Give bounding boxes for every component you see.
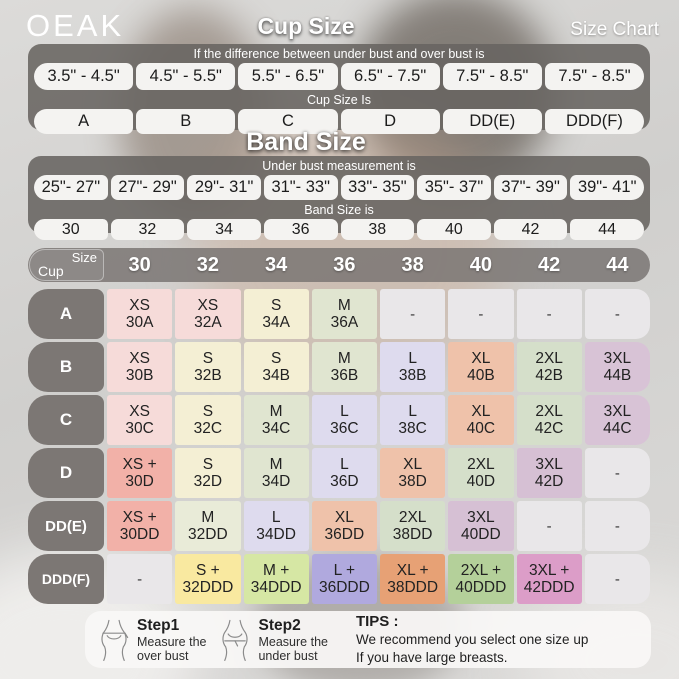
cell-size-label: M — [269, 456, 283, 473]
cell-size-label: L — [340, 403, 349, 420]
cup-row-label: DD(E) — [28, 501, 104, 551]
empty-dash: - — [614, 517, 620, 535]
size-cell — [517, 448, 582, 498]
step1-block — [137, 617, 206, 663]
cell-band-code: 40D — [466, 473, 496, 490]
size-cell — [380, 448, 445, 498]
band-result-label: Band Size is — [304, 203, 374, 217]
band-range-pill: 25"- 27" — [34, 175, 108, 200]
cell-size-label: 3XL — [603, 350, 632, 367]
size-cell — [175, 501, 240, 551]
cell-band-code: 32A — [194, 314, 222, 331]
band-number-pill: 44 — [570, 219, 644, 240]
cell-size-label: 2XL — [467, 456, 495, 473]
band-size-title: Band Size — [246, 128, 366, 156]
cell-band-code: 38B — [398, 367, 427, 384]
cell-band-code: 32DDD — [182, 579, 234, 596]
size-cell — [517, 395, 582, 445]
size-cell — [312, 448, 377, 498]
matrix-row — [28, 342, 650, 392]
cup-size-panel — [28, 44, 650, 130]
cell-band-code: 42DDD — [523, 579, 575, 596]
cell-band-code: 38DD — [392, 526, 433, 543]
cell-band-code: 42B — [535, 367, 563, 384]
size-cell — [380, 395, 445, 445]
corner-cup-label: Cup — [38, 263, 64, 279]
cup-size-title: Cup Size — [257, 13, 355, 39]
size-cell — [585, 395, 650, 445]
band-range-pill: 27"- 29" — [111, 175, 185, 200]
cell-band-code: 44B — [603, 367, 632, 384]
band-number-pill: 34 — [187, 219, 261, 240]
size-cell — [517, 342, 582, 392]
cell-band-code: 32DD — [188, 526, 228, 543]
cell-size-label: 2XL — [535, 350, 563, 367]
cell-size-label: 2XL — [535, 403, 563, 420]
cell-size-label: 3XL + — [528, 562, 570, 579]
band-numbers-row — [34, 219, 644, 240]
size-cell — [585, 501, 650, 551]
band-number-pill: 36 — [264, 219, 338, 240]
cup-row-label: A — [28, 289, 104, 339]
cell-band-code: 40DDD — [455, 579, 507, 596]
size-cell — [312, 501, 377, 551]
matrix-row — [28, 554, 650, 604]
cell-band-code: 34DDD — [250, 579, 302, 596]
size-cell — [312, 554, 377, 604]
band-number-pill: 42 — [494, 219, 568, 240]
size-cell — [585, 554, 650, 604]
matrix-row — [28, 448, 650, 498]
cup-row-label: D — [28, 448, 104, 498]
cell-band-code: 36C — [330, 420, 359, 437]
size-cell — [175, 289, 240, 339]
band-range-pill: 37"- 39" — [494, 175, 568, 200]
empty-dash: - — [137, 570, 143, 588]
cup-option-pill: A — [34, 109, 133, 134]
cell-size-label: M — [269, 403, 283, 420]
cell-size-label: 3XL — [535, 456, 563, 473]
cell-band-code: 30D — [125, 473, 154, 490]
cell-band-code: 32D — [193, 473, 223, 490]
size-cell — [175, 554, 240, 604]
cell-size-label: XS + — [122, 456, 157, 473]
size-cell — [312, 395, 377, 445]
cell-band-code: 36DDD — [318, 579, 370, 596]
matrix-row — [28, 289, 650, 339]
corner-size-label: Size — [71, 250, 97, 265]
cell-band-code: 30C — [125, 420, 154, 437]
band-column-header: 32 — [196, 254, 219, 276]
cup-range-pill: 4.5" - 5.5" — [136, 63, 235, 90]
size-cell — [448, 289, 513, 339]
size-cell — [585, 448, 650, 498]
band-column-header: 34 — [265, 254, 288, 276]
empty-dash: - — [614, 305, 620, 323]
size-cell — [175, 448, 240, 498]
cup-band-corner-label — [29, 249, 104, 281]
cell-size-label: M + — [262, 562, 290, 579]
cup-row-label: C — [28, 395, 104, 445]
band-size-panel — [28, 156, 650, 238]
size-cell — [380, 289, 445, 339]
empty-dash: - — [614, 570, 620, 588]
size-cell — [517, 501, 582, 551]
cell-size-label: S — [270, 297, 282, 314]
step2-block — [258, 617, 327, 663]
cell-band-code: 36B — [330, 367, 359, 384]
cell-size-label: 2XL + — [460, 562, 502, 579]
cell-band-code: 44C — [603, 420, 632, 437]
cell-band-code: 30DD — [119, 526, 160, 543]
size-cell — [244, 501, 309, 551]
step2-line2: under bust — [258, 648, 318, 663]
cell-size-label: XS — [129, 403, 150, 420]
matrix-header — [28, 248, 650, 282]
cup-range-pill: 6.5" - 7.5" — [341, 63, 440, 90]
step2-line1: Measure the — [258, 634, 328, 649]
tips-line1: We recommend you select one size up — [355, 632, 589, 647]
band-range-pill: 31"- 33" — [264, 175, 338, 200]
size-cell — [448, 395, 513, 445]
size-cell — [312, 342, 377, 392]
cup-option-pill: D — [341, 109, 440, 134]
cell-band-code: 38D — [398, 473, 427, 490]
cell-band-code: 30A — [125, 314, 154, 331]
cell-size-label: XS — [197, 297, 219, 314]
cell-band-code: 34B — [262, 367, 290, 384]
cell-size-label: XL + — [396, 562, 429, 579]
size-cell — [244, 448, 309, 498]
empty-dash: - — [546, 517, 552, 535]
measure-over-bust-icon — [97, 616, 131, 664]
cell-size-label: L — [408, 350, 417, 367]
step1-line2: over bust — [137, 648, 189, 663]
size-cell — [107, 395, 172, 445]
size-cell — [380, 554, 445, 604]
cell-band-code: 30B — [125, 367, 154, 384]
cell-size-label: L — [340, 456, 349, 473]
tips-line2: If you have large breasts. — [355, 650, 508, 665]
cell-size-label: XL — [471, 350, 491, 367]
cell-size-label: 3XL — [603, 403, 632, 420]
band-column-header: 36 — [333, 254, 356, 276]
cell-size-label: L + — [333, 562, 356, 579]
step1-title: Step1 — [137, 616, 180, 634]
band-question: Under bust measurement is — [262, 159, 416, 173]
empty-dash: - — [410, 305, 416, 323]
cup-diff-question: If the difference between under bust and over bust is — [193, 47, 485, 61]
cup-range-pill: 3.5" - 4.5" — [34, 63, 133, 90]
cell-band-code: 38C — [398, 420, 427, 437]
cell-band-code: 34C — [261, 420, 291, 437]
matrix-row — [28, 395, 650, 445]
size-cell — [448, 448, 513, 498]
band-column-header: 40 — [469, 254, 492, 276]
cell-size-label: M — [337, 297, 351, 314]
band-ranges-row — [34, 175, 644, 200]
cell-size-label: M — [337, 350, 351, 367]
size-cell — [107, 448, 172, 498]
cup-option-pill: B — [136, 109, 235, 134]
cell-size-label: XL — [403, 456, 423, 473]
cell-size-label: S + — [196, 562, 220, 579]
cell-band-code: 34A — [262, 314, 290, 331]
cell-size-label: S — [202, 456, 214, 473]
cell-band-code: 32C — [193, 420, 223, 437]
band-column-header: 42 — [538, 254, 561, 276]
size-cell — [244, 289, 309, 339]
matrix-row — [28, 501, 650, 551]
cell-band-code: 38DDD — [387, 579, 439, 596]
size-cell — [244, 395, 309, 445]
empty-dash: - — [478, 305, 484, 323]
cup-option-pill: DDD(F) — [545, 109, 644, 134]
cell-band-code: 34DD — [256, 526, 296, 543]
cup-range-pill: 7.5" - 8.5" — [443, 63, 542, 90]
cup-range-pill: 7.5" - 8.5" — [545, 63, 644, 90]
cell-band-code: 42D — [534, 473, 564, 490]
band-range-pill: 33"- 35" — [341, 175, 415, 200]
footer-bar — [85, 611, 651, 668]
tips-title: TIPS : — [355, 613, 399, 630]
cell-band-code: 36A — [330, 314, 359, 331]
band-number-pill: 38 — [341, 219, 415, 240]
brand-logo: OEAK — [26, 8, 125, 43]
band-column-header: 44 — [606, 254, 629, 276]
band-number-pill: 40 — [417, 219, 491, 240]
band-column-header: 38 — [401, 254, 424, 276]
band-range-pill: 29"- 31" — [187, 175, 261, 200]
size-cell — [448, 501, 513, 551]
cell-band-code: 40B — [467, 367, 495, 384]
size-cell — [380, 501, 445, 551]
cell-band-code: 40C — [466, 420, 496, 437]
cup-result-label: Cup Size Is — [307, 93, 371, 107]
step1-line1: Measure the — [137, 634, 207, 649]
cell-size-label: M — [201, 509, 215, 526]
size-cell — [517, 289, 582, 339]
cup-option-pill: C — [238, 109, 337, 134]
size-cell — [107, 342, 172, 392]
cell-size-label: S — [202, 403, 214, 420]
step2-title: Step2 — [258, 616, 301, 634]
cell-size-label: XS — [129, 350, 150, 367]
size-cell — [312, 289, 377, 339]
cell-band-code: 42C — [534, 420, 564, 437]
size-cell — [585, 342, 650, 392]
band-number-pill: 32 — [111, 219, 185, 240]
empty-dash: - — [614, 464, 620, 482]
cup-option-pill: DD(E) — [443, 109, 542, 134]
band-column-header: 30 — [128, 254, 151, 276]
size-cell — [244, 342, 309, 392]
size-cell — [107, 554, 172, 604]
size-cell — [448, 554, 513, 604]
size-cell — [175, 342, 240, 392]
measure-under-bust-icon — [218, 616, 252, 664]
cell-band-code: 36D — [330, 473, 359, 490]
size-cell — [517, 554, 582, 604]
cup-row-label: DDD(F) — [28, 554, 104, 604]
cell-size-label: XS — [129, 297, 150, 314]
cell-band-code: 36DD — [324, 526, 365, 543]
size-chart-label: Size Chart — [570, 19, 659, 40]
size-cell — [448, 342, 513, 392]
tips-block — [356, 613, 588, 666]
size-cell — [585, 289, 650, 339]
cell-size-label: S — [270, 350, 282, 367]
cell-size-label: S — [202, 350, 214, 367]
size-cell — [107, 289, 172, 339]
band-range-pill: 35"- 37" — [417, 175, 491, 200]
band-number-pill: 30 — [34, 219, 108, 240]
cell-size-label: 2XL — [398, 509, 427, 526]
cell-size-label: L — [408, 403, 417, 420]
size-cell — [380, 342, 445, 392]
cell-band-code: 32B — [194, 367, 222, 384]
cup-row-label: B — [28, 342, 104, 392]
size-cell — [107, 501, 172, 551]
empty-dash: - — [546, 305, 552, 323]
cell-band-code: 40DD — [461, 526, 501, 543]
cell-size-label: L — [271, 509, 281, 526]
cell-size-label: XS + — [122, 509, 157, 526]
size-cell — [244, 554, 309, 604]
cell-band-code: 34D — [261, 473, 291, 490]
size-matrix — [28, 289, 650, 604]
cell-size-label: 3XL — [467, 509, 495, 526]
cup-ranges-row — [34, 63, 644, 90]
band-range-pill: 39"- 41" — [570, 175, 644, 200]
cell-size-label: XL — [334, 509, 354, 526]
cup-range-pill: 5.5" - 6.5" — [238, 63, 337, 90]
size-cell — [175, 395, 240, 445]
cell-size-label: XL — [471, 403, 491, 420]
